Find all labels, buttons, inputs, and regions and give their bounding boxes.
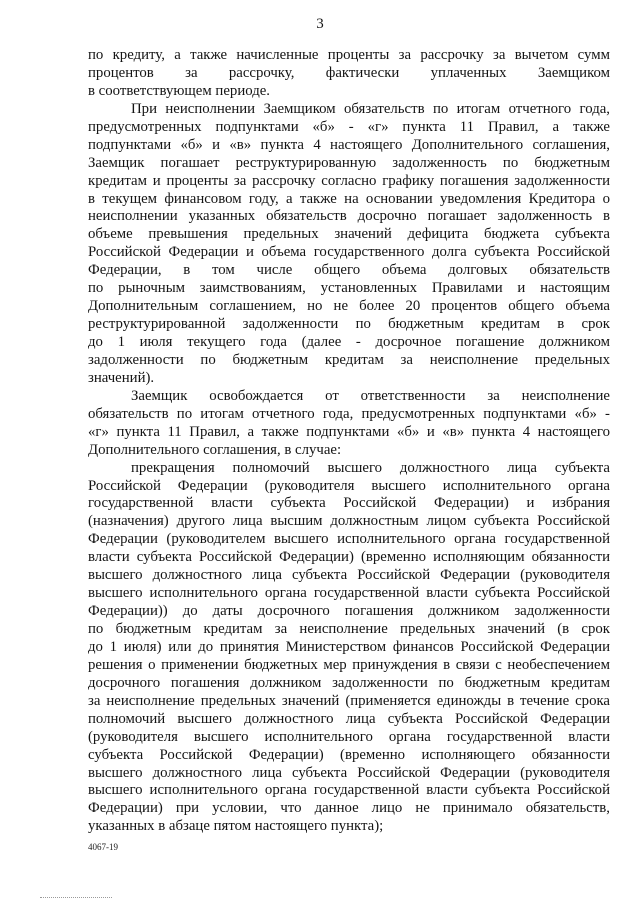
text-line: Федерации (руководителем высшего исполнительного органа государственной xyxy=(88,531,610,548)
text-line: по бюджетным кредитам за неисполнение предельных значений (в срок xyxy=(88,621,610,637)
text-line: Заемщик погашает реструктурированную задолженность по бюджетным xyxy=(88,154,610,171)
document-code: 4067-19 xyxy=(88,842,118,852)
text-line: за неисполнение предельных значений (применяется единожды в течение срока xyxy=(88,692,610,709)
text-line: обязательств по итогам отчетного года, предусмотренных подпунктами «б» - xyxy=(88,405,610,422)
text-line: реструктурированной задолженности по бюджетным кредитам в срок xyxy=(88,316,610,333)
text-line: объеме превышения предельных значений дефицита бюджета субъекта xyxy=(88,226,610,243)
text-line: по рыночным заимствованиям, установленных Правилами и настоящим xyxy=(88,280,610,297)
text-line: Дополнительного соглашения, в случае: xyxy=(88,441,342,458)
text-line: государственной власти субъекта Российской Федерации) и избрания xyxy=(88,495,610,512)
text-line: в текущем финансовом году, а также на основании уведомления Кредитора о xyxy=(88,190,610,207)
text-line: до 1 июля текущего года (далее - досрочное погашение должником xyxy=(88,334,610,350)
text-line: прекращения полномочий высшего должностного лица субъекта xyxy=(131,459,610,476)
text-line: в соответствующем периоде. xyxy=(88,82,270,99)
text-line: высшего должностного лица субъекта Российской Федерации (руководителя xyxy=(88,567,610,584)
text-line: по кредиту, а также начисленные проценты за рассрочку за вычетом сумм xyxy=(88,47,610,63)
text-line: При неисполнении Заемщиком обязательств по итогам отчетного года, xyxy=(131,100,610,117)
text-line: Федерации)) до даты досрочного погашения должником задолженности xyxy=(88,603,610,620)
text-line: неисполнении указанных обязательств досрочно погашает задолженность в xyxy=(88,208,610,225)
text-line: субъекта Российской Федерации) (временно исполняющего обязанности xyxy=(88,746,610,763)
text-line: власти субъекта Российской Федерации) (временно исполняющим обязанности xyxy=(88,549,610,566)
text-line: процентов за рассрочку, фактически уплаченных Заемщиком xyxy=(88,64,610,81)
paragraph xyxy=(88,388,610,460)
text-line: «г» пункта 11 Правил, а также подпунктами «б» и «в» пункта 4 настоящего xyxy=(88,423,610,440)
text-line: высшего исполнительного органа государственной власти субъекта Российской xyxy=(88,782,610,799)
text-line: высшего должностного лица субъекта Российской Федерации (руководителя xyxy=(88,764,610,781)
text-line: до 1 июля) или до принятия Министерством финансов Российской Федерации xyxy=(88,638,610,655)
text-line: подпунктами «б» и «в» пункта 4 настоящего Дополнительного соглашения, xyxy=(88,136,610,153)
scan-edge-mark xyxy=(40,897,112,898)
text-line: Федерации, в том числе общего объема долговых обязательств xyxy=(88,262,610,279)
text-line: Дополнительным соглашением, но не более 20 процентов общего объема xyxy=(88,298,610,315)
text-line: высшего исполнительного органа государственной власти субъекта Российской xyxy=(88,585,610,602)
text-line: значений). xyxy=(88,369,155,386)
text-line: Российской Федерации (руководителя высшего исполнительного органа xyxy=(88,477,610,494)
paragraph xyxy=(88,47,610,101)
text-line: решения о применении бюджетных мер принуждения в связи с необеспечением xyxy=(88,656,610,673)
paragraph xyxy=(88,101,610,388)
document-body xyxy=(88,47,610,836)
text-line: Российской Федерации и объема государственного долга субъекта Российской xyxy=(88,244,610,261)
paragraph xyxy=(88,460,610,837)
text-line: указанных в абзаце пятом настоящего пункта); xyxy=(88,818,384,835)
text-line: полномочий высшего должностного лица субъекта Российской Федерации xyxy=(88,710,610,727)
text-line: предусмотренных подпунктами «б» - «г» пункта 11 Правил, а также xyxy=(88,118,610,135)
text-line: Федерации) при условии, что данное лицо не принимало обязательств, xyxy=(88,800,610,817)
text-line: задолженности по бюджетным кредитам за неисполнение предельных xyxy=(88,351,610,368)
text-line: кредитам и проценты за рассрочку согласно графику погашения задолженности xyxy=(88,172,610,189)
text-line: (назначения) другого лица высшим должностным лицом субъекта Российской xyxy=(88,513,610,530)
text-line: Заемщик освобождается от ответственности за неисполнение xyxy=(131,387,610,404)
text-line: досрочного погашения должником задолженности по бюджетным кредитам xyxy=(88,674,610,691)
page-number: 3 xyxy=(316,16,324,32)
text-line: (руководителя высшего исполнительного органа государственной власти xyxy=(88,728,610,745)
